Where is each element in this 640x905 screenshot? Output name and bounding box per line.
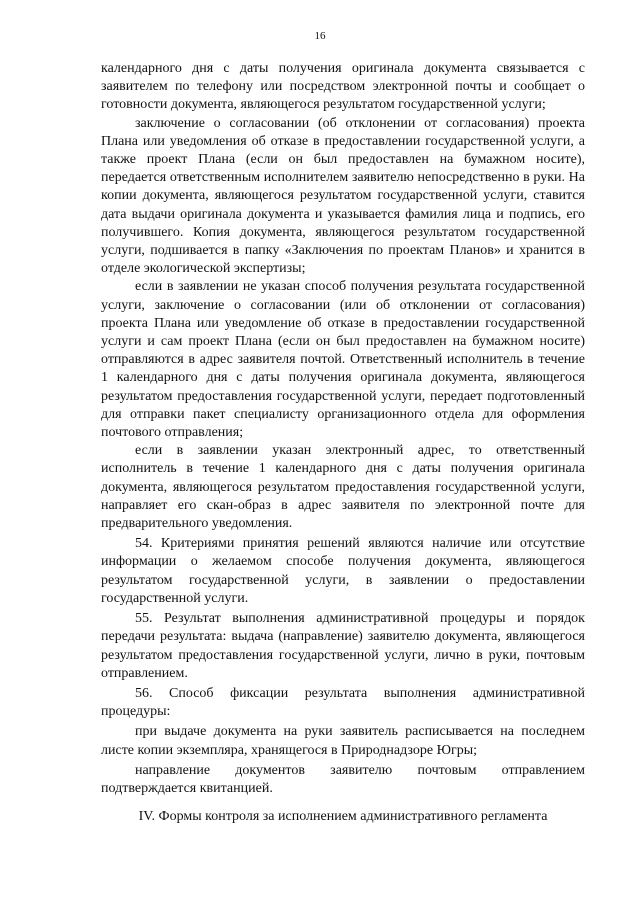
paragraph-54: 54. Критериями принятия решений являются наличие или отсутствие информации о желаемом способе получения документа, являющегося результатом государственной услуги, в заявлении о предоставлении государственной услуги.	[101, 536, 585, 606]
paragraph-56: 56. Способ фиксации результата выполнения административной процедуры:	[101, 685, 585, 720]
paragraph-56-item-1: при выдаче документа на руки заявитель расписывается на последнем листе копии экземпляра, хранящегося в Природнадзоре Югры;	[101, 724, 585, 758]
section-heading: IV. Формы контроля за исполнением административного регламента	[138, 809, 548, 824]
paragraph-56-item-2: направление документов заявителю почтовым отправлением подтверждается квитанцией.	[101, 762, 585, 796]
paragraph-2: заключение о согласовании (об отклонении от согласования) проекта Плана или уведомления об отказе в предоставлении государственной услуги, а также проект Плана (если он был предоставлен на бумажном носите), передается ответственным исполнителем заявителю непосредственно в руки. На копии документа, являющегося результатом государственной услуги, ставится дата выдачи оригинала документа и указывается фамилия лица и подпись, его получившего. Копия документа, являющегося результатом государственной услуги, подшивается в папку «Заключения по проектам Планов» и хранится в отделе экологической экспертизы;	[101, 115, 585, 277]
paragraph-55: 55. Результат выполнения административной процедуры и порядок передачи результата: выдача (направление) заявителю документа, являющегося результатом предоставления государственной услуги, лично в руки, почтовым отправлением.	[101, 611, 585, 681]
paragraph-1: календарного дня с даты получения оригинала документа связывается с заявителем по телефону или посредством электронной почты и сообщает о готовности документа, являющегося результатом государственной услуги;	[101, 61, 585, 113]
body-text	[101, 60, 585, 798]
paragraph-3: если в заявлении не указан способ получения результата государственной услуги, заключение о согласовании (или об отклонении от согласования) проекта Плана или уведомление об отказе в предоставлении государственной услуги и сам проект Плана (если он был предоставлен на бумажном носите) отправляются в адрес заявителя почтой. Ответственный исполнитель в течение 1 календарного дня с даты получения оригинала документа, являющегося результатом предоставления государственной услуги, передает подготовленный для отправки пакет специалисту организационного отдела для оформления почтового отправления;	[101, 279, 585, 441]
page-number: 16	[314, 30, 326, 42]
paragraph-4: если в заявлении указан электронный адрес, то ответственный исполнитель в течение 1 календарного дня с даты получения оригинала документа, являющегося результатом предоставления государственной услуги, направляет его скан-образ в адрес заявителя по электронной почте для предварительного уведомления.	[101, 443, 585, 532]
